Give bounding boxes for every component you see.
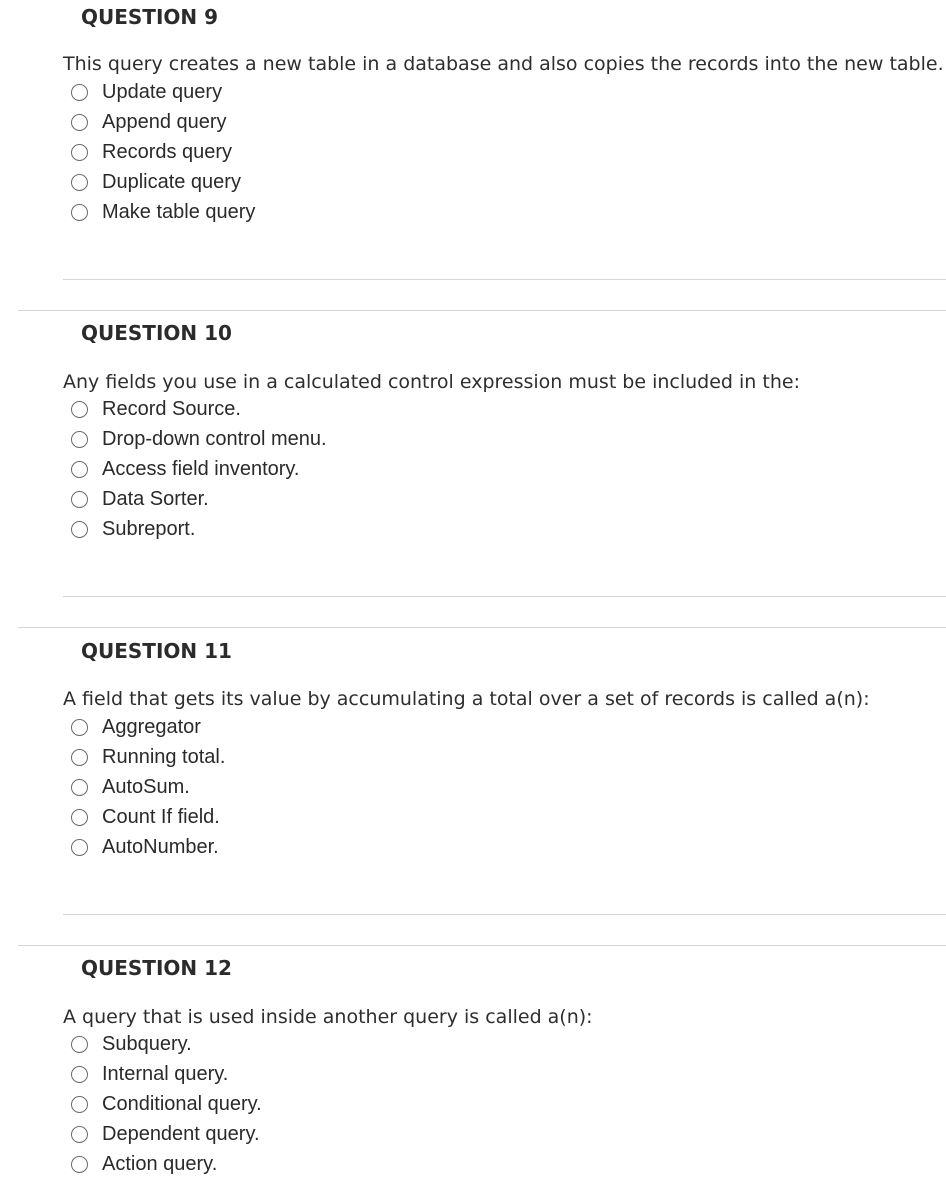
answer-option[interactable]	[71, 394, 327, 424]
answer-option[interactable]	[71, 484, 327, 514]
question-text: This query creates a new table in a database and also copies the records into the new table.	[63, 53, 944, 75]
radio-button[interactable]	[71, 431, 88, 448]
radio-button[interactable]	[71, 461, 88, 478]
answer-options	[71, 712, 225, 862]
radio-button[interactable]	[71, 144, 88, 161]
divider	[63, 279, 946, 280]
radio-button[interactable]	[71, 809, 88, 826]
divider	[18, 945, 946, 946]
question-text: Any fields you use in a calculated control expression must be included in the:	[63, 371, 800, 393]
radio-button[interactable]	[71, 174, 88, 191]
divider	[63, 596, 946, 597]
option-label: Aggregator	[102, 715, 201, 738]
answer-option[interactable]	[71, 742, 225, 772]
radio-button[interactable]	[71, 1126, 88, 1143]
divider	[18, 627, 946, 628]
answer-option[interactable]	[71, 424, 327, 454]
option-label: Internal query.	[102, 1062, 229, 1085]
question-heading: QUESTION 10	[81, 321, 232, 345]
option-label: Append query	[102, 110, 227, 133]
option-label: AutoSum.	[102, 775, 190, 798]
answer-option[interactable]	[71, 197, 255, 227]
answer-options	[71, 1029, 262, 1179]
radio-button[interactable]	[71, 839, 88, 856]
radio-button[interactable]	[71, 1066, 88, 1083]
radio-button[interactable]	[71, 749, 88, 766]
option-label: Subreport.	[102, 517, 196, 540]
option-label: Running total.	[102, 745, 226, 768]
radio-button[interactable]	[71, 521, 88, 538]
option-label: Update query	[102, 80, 223, 103]
answer-options	[71, 77, 255, 227]
answer-option[interactable]	[71, 137, 255, 167]
radio-button[interactable]	[71, 84, 88, 101]
answer-option[interactable]	[71, 77, 255, 107]
radio-button[interactable]	[71, 1096, 88, 1113]
question-text: A field that gets its value by accumulating a total over a set of records is called a(n):	[63, 688, 870, 710]
question-heading: QUESTION 11	[81, 639, 232, 663]
option-label: Duplicate query	[102, 170, 241, 193]
answer-option[interactable]	[71, 1029, 262, 1059]
radio-button[interactable]	[71, 491, 88, 508]
option-label: Access field inventory.	[102, 457, 300, 480]
answer-option[interactable]	[71, 514, 327, 544]
divider	[63, 914, 946, 915]
answer-option[interactable]	[71, 107, 255, 137]
question-heading: QUESTION 9	[81, 5, 219, 29]
answer-option[interactable]	[71, 832, 225, 862]
answer-option[interactable]	[71, 1149, 262, 1179]
question-heading: QUESTION 12	[81, 956, 232, 980]
radio-button[interactable]	[71, 779, 88, 796]
radio-button[interactable]	[71, 719, 88, 736]
question-text: A query that is used inside another query is called a(n):	[63, 1006, 593, 1028]
answer-option[interactable]	[71, 454, 327, 484]
option-label: Subquery.	[102, 1032, 192, 1055]
answer-option[interactable]	[71, 167, 255, 197]
radio-button[interactable]	[71, 401, 88, 418]
option-label: Count If field.	[102, 805, 220, 828]
answer-option[interactable]	[71, 802, 225, 832]
answer-option[interactable]	[71, 1089, 262, 1119]
option-label: AutoNumber.	[102, 835, 219, 858]
option-label: Record Source.	[102, 397, 241, 420]
answer-option[interactable]	[71, 772, 225, 802]
radio-button[interactable]	[71, 1156, 88, 1173]
divider	[18, 310, 946, 311]
answer-option[interactable]	[71, 1119, 262, 1149]
option-label: Dependent query.	[102, 1122, 260, 1145]
answer-option[interactable]	[71, 712, 225, 742]
option-label: Action query.	[102, 1152, 218, 1175]
option-label: Make table query	[102, 200, 256, 223]
answer-options	[71, 394, 327, 544]
option-label: Drop-down control menu.	[102, 427, 327, 450]
option-label: Data Sorter.	[102, 487, 209, 510]
answer-option[interactable]	[71, 1059, 262, 1089]
radio-button[interactable]	[71, 204, 88, 221]
option-label: Records query	[102, 140, 233, 163]
radio-button[interactable]	[71, 1036, 88, 1053]
option-label: Conditional query.	[102, 1092, 262, 1115]
radio-button[interactable]	[71, 114, 88, 131]
